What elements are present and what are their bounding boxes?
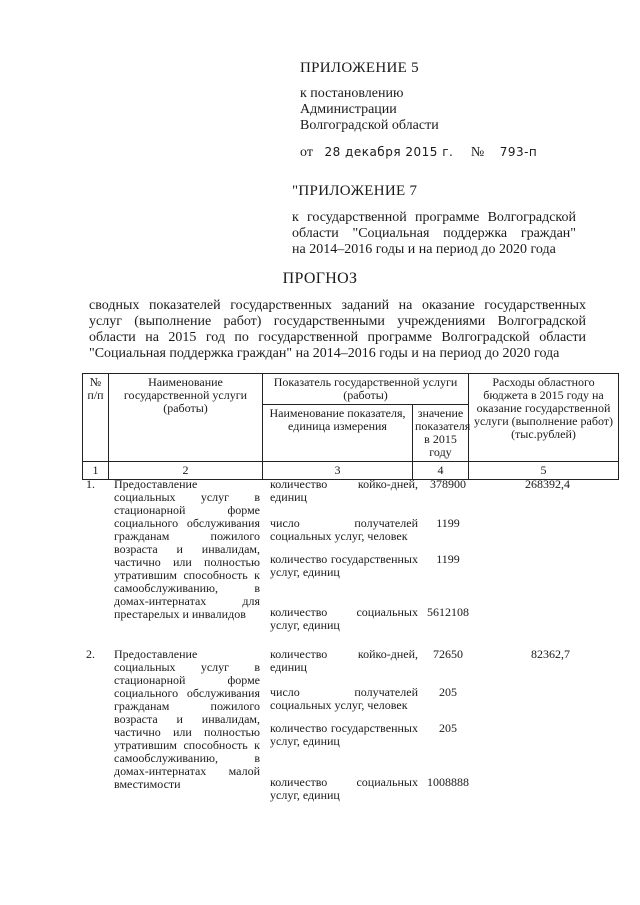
row-2-num: 2. xyxy=(86,647,95,661)
row-2-indicator-3-value: 205 xyxy=(439,721,457,735)
forecast-line-3: области на 2015 год по государственной программе Волгоградской области xyxy=(89,330,586,345)
number-sign: № xyxy=(470,145,485,160)
appendix-line-3: Волгоградской области xyxy=(300,118,439,133)
row-1-indicator-4-value: 5612108 xyxy=(427,605,469,619)
appendix7-line-1: к государственной программе Волгоградской xyxy=(292,210,576,225)
col-number-5: 5 xyxy=(469,462,619,480)
forecast-line-1: сводных показателей государственных заданий на оказание государственных xyxy=(89,298,586,313)
header-num: № п/п xyxy=(83,374,109,462)
row-1-indicator-1-name: количество койко-дней, единиц xyxy=(270,477,418,504)
appendix7-line-3: на 2014–2016 годы и на период до 2020 года xyxy=(292,242,556,257)
forecast-table-header xyxy=(82,373,619,480)
forecast-line-4: "Социальная поддержка граждан" на 2014–2016 годы и на период до 2020 года xyxy=(89,346,560,361)
row-2-indicator-3-name: количество государственных услуг, единиц xyxy=(270,721,418,748)
row-2-service: Предоставление социальных услуг в стационарной форме социального обслуживания гражданам пожилого возраста и инвалидам, частично или полностью утратившим способность к самообслуживанию, в домах-интернатах малой вместимости xyxy=(114,647,260,791)
row-2-expenses: 82362,7 xyxy=(531,647,570,661)
row-1-indicator-2-name: число получателей социальных услуг, человек xyxy=(270,516,418,543)
row-2-indicator-1-value: 72650 xyxy=(433,647,463,661)
date-prefix: от xyxy=(300,145,313,160)
appendix-line-1: к постановлению xyxy=(300,86,404,101)
col-number-3: 3 xyxy=(263,462,413,480)
header-indicator-value: значение показателя в 2015 году xyxy=(413,405,469,462)
col-number-1: 1 xyxy=(83,462,109,480)
appendix-date-line xyxy=(300,145,537,161)
col-number-4: 4 xyxy=(413,462,469,480)
number-value: 793-п xyxy=(499,145,538,159)
row-2-indicator-2-value: 205 xyxy=(439,685,457,699)
row-1-indicator-3-value: 1199 xyxy=(436,552,460,566)
header-indicator-group: Показатель государственной услуги (работы) xyxy=(263,374,469,405)
row-1-service: Предоставление социальных услуг в стационарной форме социального обслуживания гражданам пожилого возраста и инвалидам, частично или полностью утратившим способность к самообслуживанию, в домах-интернатах для престарелых и инвалидов xyxy=(114,477,260,621)
appendix7-title: "ПРИЛОЖЕНИЕ 7 xyxy=(292,183,418,199)
row-1-num: 1. xyxy=(86,477,95,491)
row-2-indicator-4-name: количество социальных услуг, единиц xyxy=(270,775,418,802)
forecast-line-2: услуг (выполнение работ) государственными учреждениями Волгоградской xyxy=(89,314,586,329)
row-2-indicator-1-name: количество койко-дней, единиц xyxy=(270,647,418,674)
row-1-expenses: 268392,4 xyxy=(525,477,570,491)
header-service: Наименование государственной услуги (работы) xyxy=(109,374,263,462)
date-value: 28 декабря 2015 г. xyxy=(324,145,454,159)
header-indicator-name: Наименование показателя, единица измерения xyxy=(263,405,413,462)
header-expenses: Расходы областного бюджета в 2015 году на оказание государственной услуги (выполнение работ) (тыс.рублей) xyxy=(469,374,619,462)
appendix7-line-2: области "Социальная поддержка граждан" xyxy=(292,226,576,241)
appendix-line-2: Администрации xyxy=(300,102,397,117)
row-1-indicator-1-value: 378900 xyxy=(430,477,466,491)
appendix-title: ПРИЛОЖЕНИЕ 5 xyxy=(300,60,419,76)
row-1-indicator-4-name: количество социальных услуг, единиц xyxy=(270,605,418,632)
row-1-indicator-3-name: количество государственных услуг, единиц xyxy=(270,552,418,579)
forecast-title: ПРОГНОЗ xyxy=(282,270,358,287)
row-2-indicator-4-value: 1008888 xyxy=(427,775,469,789)
col-number-2: 2 xyxy=(109,462,263,480)
row-2-indicator-2-name: число получателей социальных услуг, человек xyxy=(270,685,418,712)
row-1-indicator-2-value: 1199 xyxy=(436,516,460,530)
